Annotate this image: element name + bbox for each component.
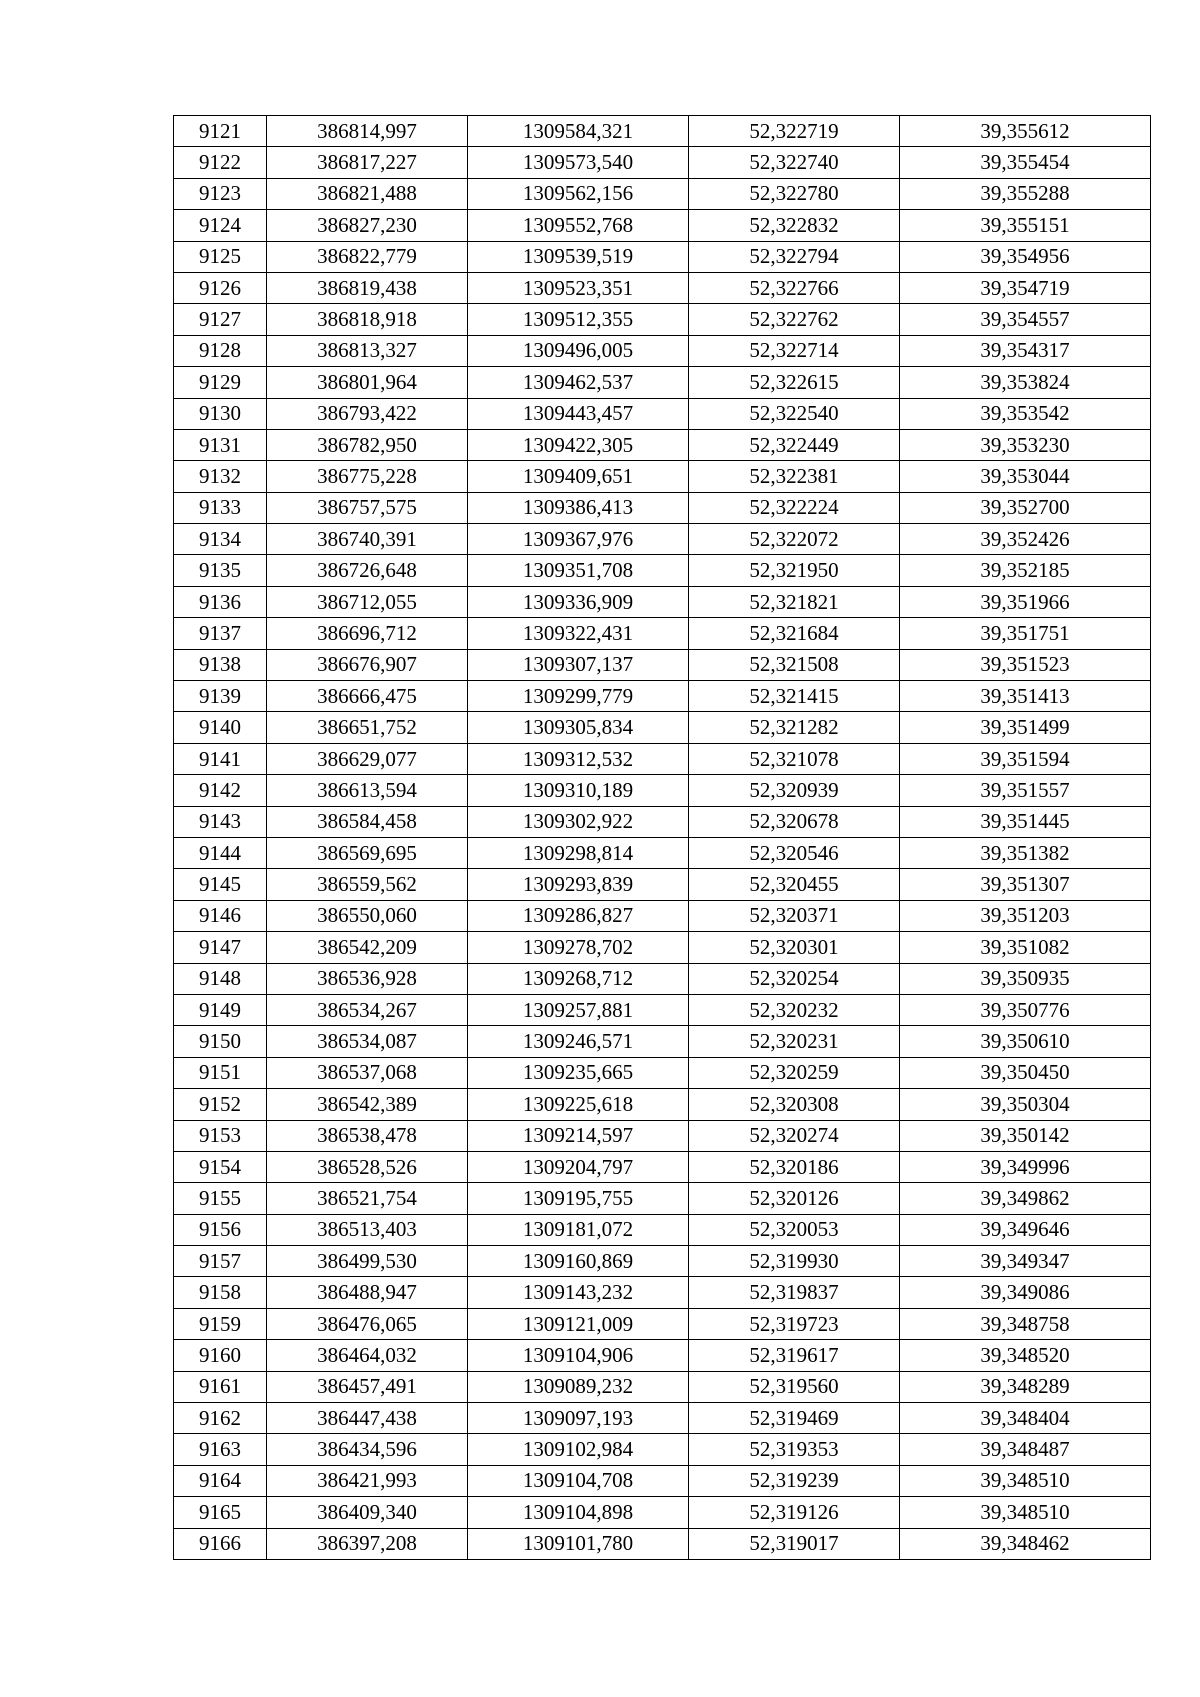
point-number-cell: 9143 xyxy=(174,806,267,837)
table-row xyxy=(174,524,1151,555)
point-number-cell: 9164 xyxy=(174,1465,267,1496)
point-number-cell: 9130 xyxy=(174,398,267,429)
point-number-cell: 9148 xyxy=(174,963,267,994)
table-row xyxy=(174,1403,1151,1434)
point-number-cell: 9146 xyxy=(174,900,267,931)
longitude-cell: 39,355612 xyxy=(900,116,1151,147)
latitude-cell: 52,320678 xyxy=(689,806,900,837)
x-coordinate-cell: 386817,227 xyxy=(267,147,468,178)
table-row xyxy=(174,210,1151,241)
point-number-cell: 9150 xyxy=(174,1026,267,1057)
longitude-cell: 39,351499 xyxy=(900,712,1151,743)
longitude-cell: 39,348289 xyxy=(900,1371,1151,1402)
y-coordinate-cell: 1309235,665 xyxy=(468,1057,689,1088)
x-coordinate-cell: 386613,594 xyxy=(267,775,468,806)
x-coordinate-cell: 386457,491 xyxy=(267,1371,468,1402)
table-row xyxy=(174,1528,1151,1559)
latitude-cell: 52,322615 xyxy=(689,367,900,398)
y-coordinate-cell: 1309214,597 xyxy=(468,1120,689,1151)
table-row xyxy=(174,994,1151,1025)
table-row xyxy=(174,1183,1151,1214)
point-number-cell: 9135 xyxy=(174,555,267,586)
y-coordinate-cell: 1309302,922 xyxy=(468,806,689,837)
table-row xyxy=(174,116,1151,147)
longitude-cell: 39,349862 xyxy=(900,1183,1151,1214)
point-number-cell: 9134 xyxy=(174,524,267,555)
longitude-cell: 39,348758 xyxy=(900,1308,1151,1339)
x-coordinate-cell: 386397,208 xyxy=(267,1528,468,1559)
y-coordinate-cell: 1309104,906 xyxy=(468,1340,689,1371)
latitude-cell: 52,320939 xyxy=(689,775,900,806)
latitude-cell: 52,320455 xyxy=(689,869,900,900)
point-number-cell: 9152 xyxy=(174,1089,267,1120)
x-coordinate-cell: 386821,488 xyxy=(267,178,468,209)
longitude-cell: 39,355288 xyxy=(900,178,1151,209)
longitude-cell: 39,348462 xyxy=(900,1528,1151,1559)
longitude-cell: 39,355454 xyxy=(900,147,1151,178)
y-coordinate-cell: 1309367,976 xyxy=(468,524,689,555)
x-coordinate-cell: 386793,422 xyxy=(267,398,468,429)
point-number-cell: 9133 xyxy=(174,492,267,523)
table-row xyxy=(174,932,1151,963)
latitude-cell: 52,320254 xyxy=(689,963,900,994)
longitude-cell: 39,348520 xyxy=(900,1340,1151,1371)
latitude-cell: 52,319353 xyxy=(689,1434,900,1465)
x-coordinate-cell: 386818,918 xyxy=(267,304,468,335)
point-number-cell: 9158 xyxy=(174,1277,267,1308)
x-coordinate-cell: 386521,754 xyxy=(267,1183,468,1214)
x-coordinate-cell: 386676,907 xyxy=(267,649,468,680)
latitude-cell: 52,319723 xyxy=(689,1308,900,1339)
table-row xyxy=(174,1371,1151,1402)
longitude-cell: 39,352426 xyxy=(900,524,1151,555)
latitude-cell: 52,321508 xyxy=(689,649,900,680)
longitude-cell: 39,354719 xyxy=(900,272,1151,303)
table-row xyxy=(174,649,1151,680)
y-coordinate-cell: 1309552,768 xyxy=(468,210,689,241)
x-coordinate-cell: 386542,209 xyxy=(267,932,468,963)
latitude-cell: 52,319930 xyxy=(689,1246,900,1277)
point-number-cell: 9156 xyxy=(174,1214,267,1245)
point-number-cell: 9155 xyxy=(174,1183,267,1214)
y-coordinate-cell: 1309310,189 xyxy=(468,775,689,806)
latitude-cell: 52,319469 xyxy=(689,1403,900,1434)
x-coordinate-cell: 386569,695 xyxy=(267,837,468,868)
table-row xyxy=(174,775,1151,806)
y-coordinate-cell: 1309268,712 xyxy=(468,963,689,994)
latitude-cell: 52,322714 xyxy=(689,335,900,366)
table-row xyxy=(174,806,1151,837)
point-number-cell: 9147 xyxy=(174,932,267,963)
table-row xyxy=(174,367,1151,398)
point-number-cell: 9145 xyxy=(174,869,267,900)
table-row xyxy=(174,743,1151,774)
y-coordinate-cell: 1309573,540 xyxy=(468,147,689,178)
x-coordinate-cell: 386499,530 xyxy=(267,1246,468,1277)
latitude-cell: 52,322072 xyxy=(689,524,900,555)
y-coordinate-cell: 1309584,321 xyxy=(468,116,689,147)
longitude-cell: 39,351382 xyxy=(900,837,1151,868)
longitude-cell: 39,353824 xyxy=(900,367,1151,398)
y-coordinate-cell: 1309278,702 xyxy=(468,932,689,963)
table-row xyxy=(174,304,1151,335)
point-number-cell: 9121 xyxy=(174,116,267,147)
point-number-cell: 9125 xyxy=(174,241,267,272)
latitude-cell: 52,319126 xyxy=(689,1497,900,1528)
x-coordinate-cell: 386827,230 xyxy=(267,210,468,241)
y-coordinate-cell: 1309104,708 xyxy=(468,1465,689,1496)
latitude-cell: 52,321078 xyxy=(689,743,900,774)
table-row xyxy=(174,429,1151,460)
point-number-cell: 9138 xyxy=(174,649,267,680)
latitude-cell: 52,319617 xyxy=(689,1340,900,1371)
latitude-cell: 52,320259 xyxy=(689,1057,900,1088)
latitude-cell: 52,319560 xyxy=(689,1371,900,1402)
y-coordinate-cell: 1309386,413 xyxy=(468,492,689,523)
x-coordinate-cell: 386801,964 xyxy=(267,367,468,398)
y-coordinate-cell: 1309298,814 xyxy=(468,837,689,868)
latitude-cell: 52,320053 xyxy=(689,1214,900,1245)
y-coordinate-cell: 1309322,431 xyxy=(468,618,689,649)
latitude-cell: 52,321821 xyxy=(689,586,900,617)
point-number-cell: 9153 xyxy=(174,1120,267,1151)
longitude-cell: 39,349646 xyxy=(900,1214,1151,1245)
y-coordinate-cell: 1309512,355 xyxy=(468,304,689,335)
longitude-cell: 39,351203 xyxy=(900,900,1151,931)
longitude-cell: 39,350142 xyxy=(900,1120,1151,1151)
longitude-cell: 39,350610 xyxy=(900,1026,1151,1057)
longitude-cell: 39,352185 xyxy=(900,555,1151,586)
x-coordinate-cell: 386488,947 xyxy=(267,1277,468,1308)
table-row xyxy=(174,963,1151,994)
latitude-cell: 52,322719 xyxy=(689,116,900,147)
latitude-cell: 52,320186 xyxy=(689,1151,900,1182)
x-coordinate-cell: 386666,475 xyxy=(267,681,468,712)
latitude-cell: 52,321950 xyxy=(689,555,900,586)
y-coordinate-cell: 1309307,137 xyxy=(468,649,689,680)
point-number-cell: 9166 xyxy=(174,1528,267,1559)
latitude-cell: 52,322832 xyxy=(689,210,900,241)
table-row xyxy=(174,618,1151,649)
longitude-cell: 39,354317 xyxy=(900,335,1151,366)
y-coordinate-cell: 1309181,072 xyxy=(468,1214,689,1245)
y-coordinate-cell: 1309299,779 xyxy=(468,681,689,712)
latitude-cell: 52,320232 xyxy=(689,994,900,1025)
y-coordinate-cell: 1309539,519 xyxy=(468,241,689,272)
x-coordinate-cell: 386822,779 xyxy=(267,241,468,272)
x-coordinate-cell: 386559,562 xyxy=(267,869,468,900)
longitude-cell: 39,354956 xyxy=(900,241,1151,272)
longitude-cell: 39,351966 xyxy=(900,586,1151,617)
y-coordinate-cell: 1309195,755 xyxy=(468,1183,689,1214)
latitude-cell: 52,322540 xyxy=(689,398,900,429)
x-coordinate-cell: 386476,065 xyxy=(267,1308,468,1339)
latitude-cell: 52,319017 xyxy=(689,1528,900,1559)
table-row xyxy=(174,1151,1151,1182)
table-row xyxy=(174,1089,1151,1120)
latitude-cell: 52,320126 xyxy=(689,1183,900,1214)
y-coordinate-cell: 1309101,780 xyxy=(468,1528,689,1559)
latitude-cell: 52,322762 xyxy=(689,304,900,335)
point-number-cell: 9126 xyxy=(174,272,267,303)
latitude-cell: 52,319239 xyxy=(689,1465,900,1496)
point-number-cell: 9124 xyxy=(174,210,267,241)
point-number-cell: 9157 xyxy=(174,1246,267,1277)
table-row xyxy=(174,555,1151,586)
point-number-cell: 9127 xyxy=(174,304,267,335)
x-coordinate-cell: 386712,055 xyxy=(267,586,468,617)
x-coordinate-cell: 386464,032 xyxy=(267,1340,468,1371)
x-coordinate-cell: 386819,438 xyxy=(267,272,468,303)
x-coordinate-cell: 386537,068 xyxy=(267,1057,468,1088)
longitude-cell: 39,351445 xyxy=(900,806,1151,837)
y-coordinate-cell: 1309160,869 xyxy=(468,1246,689,1277)
point-number-cell: 9159 xyxy=(174,1308,267,1339)
table-row xyxy=(174,1246,1151,1277)
table-row xyxy=(174,398,1151,429)
point-number-cell: 9123 xyxy=(174,178,267,209)
table-row xyxy=(174,461,1151,492)
table-row xyxy=(174,1214,1151,1245)
longitude-cell: 39,351751 xyxy=(900,618,1151,649)
x-coordinate-cell: 386513,403 xyxy=(267,1214,468,1245)
x-coordinate-cell: 386534,087 xyxy=(267,1026,468,1057)
latitude-cell: 52,320308 xyxy=(689,1089,900,1120)
table-row xyxy=(174,335,1151,366)
point-number-cell: 9141 xyxy=(174,743,267,774)
x-coordinate-cell: 386813,327 xyxy=(267,335,468,366)
longitude-cell: 39,351594 xyxy=(900,743,1151,774)
table-row xyxy=(174,1497,1151,1528)
longitude-cell: 39,348487 xyxy=(900,1434,1151,1465)
y-coordinate-cell: 1309246,571 xyxy=(468,1026,689,1057)
y-coordinate-cell: 1309562,156 xyxy=(468,178,689,209)
longitude-cell: 39,351557 xyxy=(900,775,1151,806)
point-number-cell: 9154 xyxy=(174,1151,267,1182)
table-row xyxy=(174,147,1151,178)
longitude-cell: 39,353230 xyxy=(900,429,1151,460)
x-coordinate-cell: 386814,997 xyxy=(267,116,468,147)
y-coordinate-cell: 1309102,984 xyxy=(468,1434,689,1465)
longitude-cell: 39,350304 xyxy=(900,1089,1151,1120)
x-coordinate-cell: 386542,389 xyxy=(267,1089,468,1120)
y-coordinate-cell: 1309286,827 xyxy=(468,900,689,931)
y-coordinate-cell: 1309462,537 xyxy=(468,367,689,398)
y-coordinate-cell: 1309204,797 xyxy=(468,1151,689,1182)
point-number-cell: 9163 xyxy=(174,1434,267,1465)
point-number-cell: 9139 xyxy=(174,681,267,712)
y-coordinate-cell: 1309225,618 xyxy=(468,1089,689,1120)
x-coordinate-cell: 386757,575 xyxy=(267,492,468,523)
longitude-cell: 39,352700 xyxy=(900,492,1151,523)
longitude-cell: 39,349086 xyxy=(900,1277,1151,1308)
point-number-cell: 9162 xyxy=(174,1403,267,1434)
table-row xyxy=(174,1057,1151,1088)
x-coordinate-cell: 386740,391 xyxy=(267,524,468,555)
x-coordinate-cell: 386536,928 xyxy=(267,963,468,994)
latitude-cell: 52,320546 xyxy=(689,837,900,868)
y-coordinate-cell: 1309257,881 xyxy=(468,994,689,1025)
table-row xyxy=(174,1120,1151,1151)
table-row xyxy=(174,241,1151,272)
longitude-cell: 39,348510 xyxy=(900,1465,1151,1496)
latitude-cell: 52,321684 xyxy=(689,618,900,649)
table-row xyxy=(174,1434,1151,1465)
latitude-cell: 52,322794 xyxy=(689,241,900,272)
point-number-cell: 9129 xyxy=(174,367,267,398)
table-row xyxy=(174,681,1151,712)
longitude-cell: 39,348510 xyxy=(900,1497,1151,1528)
x-coordinate-cell: 386726,648 xyxy=(267,555,468,586)
y-coordinate-cell: 1309443,457 xyxy=(468,398,689,429)
y-coordinate-cell: 1309496,005 xyxy=(468,335,689,366)
point-number-cell: 9144 xyxy=(174,837,267,868)
table-row xyxy=(174,178,1151,209)
table-row xyxy=(174,272,1151,303)
y-coordinate-cell: 1309121,009 xyxy=(468,1308,689,1339)
longitude-cell: 39,353542 xyxy=(900,398,1151,429)
x-coordinate-cell: 386538,478 xyxy=(267,1120,468,1151)
latitude-cell: 52,322381 xyxy=(689,461,900,492)
latitude-cell: 52,322780 xyxy=(689,178,900,209)
x-coordinate-cell: 386534,267 xyxy=(267,994,468,1025)
longitude-cell: 39,350935 xyxy=(900,963,1151,994)
latitude-cell: 52,320231 xyxy=(689,1026,900,1057)
point-number-cell: 9160 xyxy=(174,1340,267,1371)
longitude-cell: 39,351082 xyxy=(900,932,1151,963)
point-number-cell: 9151 xyxy=(174,1057,267,1088)
longitude-cell: 39,349996 xyxy=(900,1151,1151,1182)
table-row xyxy=(174,1340,1151,1371)
table-row xyxy=(174,837,1151,868)
point-number-cell: 9132 xyxy=(174,461,267,492)
coordinates-table xyxy=(173,115,1151,1560)
table-row xyxy=(174,1308,1151,1339)
longitude-cell: 39,351307 xyxy=(900,869,1151,900)
x-coordinate-cell: 386775,228 xyxy=(267,461,468,492)
latitude-cell: 52,320274 xyxy=(689,1120,900,1151)
y-coordinate-cell: 1309293,839 xyxy=(468,869,689,900)
point-number-cell: 9140 xyxy=(174,712,267,743)
x-coordinate-cell: 386696,712 xyxy=(267,618,468,649)
table-row xyxy=(174,712,1151,743)
y-coordinate-cell: 1309305,834 xyxy=(468,712,689,743)
x-coordinate-cell: 386447,438 xyxy=(267,1403,468,1434)
table-row xyxy=(174,1277,1151,1308)
x-coordinate-cell: 386629,077 xyxy=(267,743,468,774)
y-coordinate-cell: 1309351,708 xyxy=(468,555,689,586)
point-number-cell: 9136 xyxy=(174,586,267,617)
longitude-cell: 39,349347 xyxy=(900,1246,1151,1277)
x-coordinate-cell: 386550,060 xyxy=(267,900,468,931)
y-coordinate-cell: 1309422,305 xyxy=(468,429,689,460)
latitude-cell: 52,320371 xyxy=(689,900,900,931)
y-coordinate-cell: 1309523,351 xyxy=(468,272,689,303)
point-number-cell: 9128 xyxy=(174,335,267,366)
y-coordinate-cell: 1309143,232 xyxy=(468,1277,689,1308)
longitude-cell: 39,355151 xyxy=(900,210,1151,241)
longitude-cell: 39,351523 xyxy=(900,649,1151,680)
table-row xyxy=(174,1026,1151,1057)
x-coordinate-cell: 386409,340 xyxy=(267,1497,468,1528)
table-row xyxy=(174,586,1151,617)
coordinates-table-body xyxy=(174,116,1151,1560)
point-number-cell: 9165 xyxy=(174,1497,267,1528)
table-row xyxy=(174,869,1151,900)
point-number-cell: 9122 xyxy=(174,147,267,178)
latitude-cell: 52,321415 xyxy=(689,681,900,712)
y-coordinate-cell: 1309089,232 xyxy=(468,1371,689,1402)
latitude-cell: 52,319837 xyxy=(689,1277,900,1308)
x-coordinate-cell: 386782,950 xyxy=(267,429,468,460)
longitude-cell: 39,351413 xyxy=(900,681,1151,712)
latitude-cell: 52,322740 xyxy=(689,147,900,178)
x-coordinate-cell: 386651,752 xyxy=(267,712,468,743)
y-coordinate-cell: 1309312,532 xyxy=(468,743,689,774)
point-number-cell: 9137 xyxy=(174,618,267,649)
y-coordinate-cell: 1309104,898 xyxy=(468,1497,689,1528)
y-coordinate-cell: 1309336,909 xyxy=(468,586,689,617)
x-coordinate-cell: 386528,526 xyxy=(267,1151,468,1182)
x-coordinate-cell: 386434,596 xyxy=(267,1434,468,1465)
longitude-cell: 39,354557 xyxy=(900,304,1151,335)
longitude-cell: 39,350450 xyxy=(900,1057,1151,1088)
latitude-cell: 52,322766 xyxy=(689,272,900,303)
x-coordinate-cell: 386421,993 xyxy=(267,1465,468,1496)
latitude-cell: 52,322449 xyxy=(689,429,900,460)
point-number-cell: 9149 xyxy=(174,994,267,1025)
point-number-cell: 9131 xyxy=(174,429,267,460)
longitude-cell: 39,353044 xyxy=(900,461,1151,492)
longitude-cell: 39,348404 xyxy=(900,1403,1151,1434)
table-row xyxy=(174,1465,1151,1496)
point-number-cell: 9142 xyxy=(174,775,267,806)
y-coordinate-cell: 1309097,193 xyxy=(468,1403,689,1434)
table-row xyxy=(174,492,1151,523)
latitude-cell: 52,322224 xyxy=(689,492,900,523)
longitude-cell: 39,350776 xyxy=(900,994,1151,1025)
latitude-cell: 52,320301 xyxy=(689,932,900,963)
table-row xyxy=(174,900,1151,931)
point-number-cell: 9161 xyxy=(174,1371,267,1402)
x-coordinate-cell: 386584,458 xyxy=(267,806,468,837)
y-coordinate-cell: 1309409,651 xyxy=(468,461,689,492)
latitude-cell: 52,321282 xyxy=(689,712,900,743)
